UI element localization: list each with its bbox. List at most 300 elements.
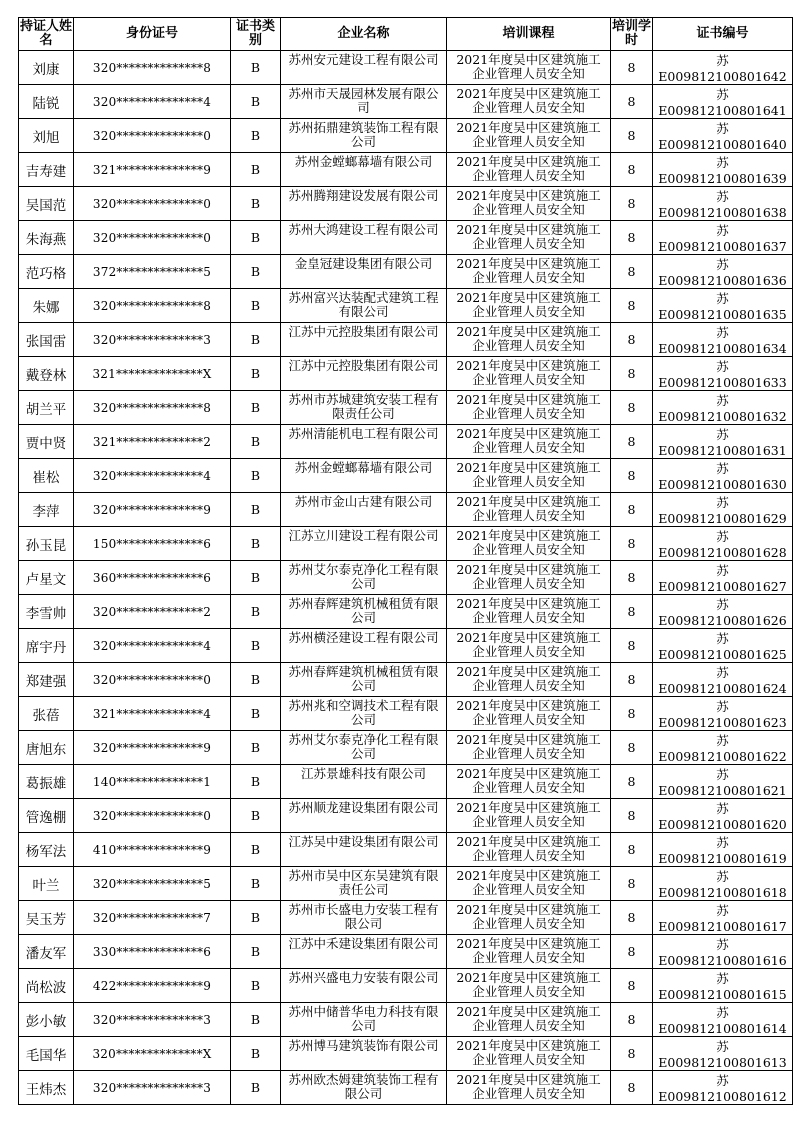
cell-cert-number: 苏E009812100801619 [653, 833, 793, 867]
cell-course [447, 629, 611, 663]
cell-company [281, 221, 447, 255]
cell-hours: 8 [611, 51, 653, 85]
cell-id-number: 320**************4 [74, 459, 231, 493]
cell-hours: 8 [611, 323, 653, 357]
cell-id-number: 320**************2 [74, 595, 231, 629]
cell-company [281, 935, 447, 969]
cell-course [447, 935, 611, 969]
header-hours: 培训学时 [611, 18, 653, 51]
cell-name: 戴登林 [19, 357, 74, 391]
cell-course [447, 663, 611, 697]
cell-hours: 8 [611, 595, 653, 629]
table-row [19, 119, 793, 153]
cell-cert-number: 苏E009812100801622 [653, 731, 793, 765]
cell-cert-type: B [231, 595, 281, 629]
cell-name: 陆锐 [19, 85, 74, 119]
cell-company-text: 江苏吴中建设集团有限公司 [288, 834, 439, 849]
cell-cert-number: 苏E009812100801615 [653, 969, 793, 1003]
header-cert: 证书编号 [653, 18, 793, 51]
cell-cert-type: B [231, 663, 281, 697]
cell-cert-number: 苏E009812100801633 [653, 357, 793, 391]
cell-company-text: 江苏中元控股集团有限公司 [288, 358, 439, 373]
cell-company [281, 799, 447, 833]
cell-name: 孙玉昆 [19, 527, 74, 561]
cell-cert-type: B [231, 221, 281, 255]
cell-name: 杨军法 [19, 833, 74, 867]
cell-cert-type: B [231, 1037, 281, 1071]
cell-id-number: 422**************9 [74, 969, 231, 1003]
cell-company-text: 苏州市金山古建有限公司 [294, 494, 433, 509]
cell-cert-number: 苏E009812100801628 [653, 527, 793, 561]
cell-course-text: 2021年度吴中区建筑施工企业管理人员安全知 [456, 222, 601, 251]
table-row [19, 1003, 793, 1037]
cell-cert-number: 苏E009812100801629 [653, 493, 793, 527]
table-row [19, 799, 793, 833]
cell-hours: 8 [611, 629, 653, 663]
cell-cert-number: 苏E009812100801637 [653, 221, 793, 255]
table-row [19, 493, 793, 527]
cell-name: 崔松 [19, 459, 74, 493]
cell-course-text: 2021年度吴中区建筑施工企业管理人员安全知 [456, 460, 601, 489]
cell-company-text: 江苏景雄科技有限公司 [300, 766, 426, 781]
cell-cert-number: 苏E009812100801620 [653, 799, 793, 833]
cell-name: 胡兰平 [19, 391, 74, 425]
header-name: 持证人姓名 [19, 18, 74, 51]
table-row [19, 255, 793, 289]
cell-hours: 8 [611, 391, 653, 425]
cell-name: 王炜杰 [19, 1071, 74, 1105]
cell-hours: 8 [611, 119, 653, 153]
cell-id-number: 320**************0 [74, 187, 231, 221]
cell-name: 张国雷 [19, 323, 74, 357]
cell-course [447, 765, 611, 799]
cell-cert-number: 苏E009812100801624 [653, 663, 793, 697]
cell-course-text: 2021年度吴中区建筑施工企业管理人员安全知 [456, 52, 601, 81]
cell-cert-type: B [231, 119, 281, 153]
cell-hours: 8 [611, 731, 653, 765]
cell-cert-type: B [231, 561, 281, 595]
cell-course-text: 2021年度吴中区建筑施工企业管理人员安全知 [456, 324, 601, 353]
cell-course [447, 459, 611, 493]
cell-course-text: 2021年度吴中区建筑施工企业管理人员安全知 [456, 562, 601, 591]
cell-company-text: 苏州市长盛电力安装工程有限公司 [288, 902, 439, 931]
cell-id-number: 320**************3 [74, 1003, 231, 1037]
cell-hours: 8 [611, 357, 653, 391]
cell-hours: 8 [611, 1003, 653, 1037]
table-row [19, 561, 793, 595]
table-row [19, 527, 793, 561]
cell-cert-type: B [231, 527, 281, 561]
cell-hours: 8 [611, 85, 653, 119]
cell-cert-number: 苏E009812100801613 [653, 1037, 793, 1071]
cell-course-text: 2021年度吴中区建筑施工企业管理人员安全知 [456, 800, 601, 829]
cell-id-number: 320**************3 [74, 1071, 231, 1105]
cell-id-number: 320**************9 [74, 731, 231, 765]
cell-hours: 8 [611, 663, 653, 697]
cell-course-text: 2021年度吴中区建筑施工企业管理人员安全知 [456, 528, 601, 557]
cell-hours: 8 [611, 765, 653, 799]
cell-cert-number: 苏E009812100801641 [653, 85, 793, 119]
cell-course [447, 357, 611, 391]
cell-company [281, 119, 447, 153]
cell-company-text: 苏州腾翔建设发展有限公司 [288, 188, 439, 203]
cell-company-text: 苏州市吴中区东吴建筑有限责任公司 [288, 868, 439, 897]
cell-name: 尚松波 [19, 969, 74, 1003]
cell-course-text: 2021年度吴中区建筑施工企业管理人员安全知 [456, 358, 601, 387]
cell-course [447, 391, 611, 425]
table-row [19, 697, 793, 731]
cell-course [447, 697, 611, 731]
cell-cert-type: B [231, 289, 281, 323]
cell-course [447, 221, 611, 255]
cell-cert-number: 苏E009812100801635 [653, 289, 793, 323]
table-row [19, 153, 793, 187]
cell-name: 卢星文 [19, 561, 74, 595]
table-row [19, 765, 793, 799]
table-row [19, 51, 793, 85]
cell-company [281, 1037, 447, 1071]
certificate-table [18, 17, 793, 1105]
cell-hours: 8 [611, 425, 653, 459]
cell-course-text: 2021年度吴中区建筑施工企业管理人员安全知 [456, 154, 601, 183]
table-row [19, 629, 793, 663]
cell-company [281, 187, 447, 221]
cell-course [447, 799, 611, 833]
cell-course [447, 1037, 611, 1071]
cell-cert-number: 苏E009812100801640 [653, 119, 793, 153]
cell-course [447, 1003, 611, 1037]
cell-course-text: 2021年度吴中区建筑施工企业管理人员安全知 [456, 936, 601, 965]
cell-company-text: 苏州博马建筑装饰有限公司 [288, 1038, 439, 1053]
cell-company [281, 867, 447, 901]
cell-course [447, 85, 611, 119]
cell-company-text: 苏州艾尔泰克净化工程有限公司 [288, 732, 439, 761]
header-id: 身份证号 [74, 18, 231, 51]
cell-name: 席宇丹 [19, 629, 74, 663]
cell-id-number: 320**************9 [74, 493, 231, 527]
table-row [19, 833, 793, 867]
cell-company [281, 255, 447, 289]
cell-hours: 8 [611, 221, 653, 255]
cell-cert-type: B [231, 425, 281, 459]
table-row [19, 391, 793, 425]
cell-course-text: 2021年度吴中区建筑施工企业管理人员安全知 [456, 120, 601, 149]
cell-id-number: 360**************6 [74, 561, 231, 595]
cell-course [447, 901, 611, 935]
header-type: 证书类别 [231, 18, 281, 51]
cell-company-text: 江苏中禾建设集团有限公司 [288, 936, 439, 951]
cell-cert-type: B [231, 255, 281, 289]
header-row [19, 18, 793, 51]
cell-cert-type: B [231, 969, 281, 1003]
cell-course-text: 2021年度吴中区建筑施工企业管理人员安全知 [456, 1004, 601, 1033]
cell-cert-number: 苏E009812100801634 [653, 323, 793, 357]
cell-cert-type: B [231, 901, 281, 935]
table-row [19, 1037, 793, 1071]
cell-company-text: 苏州顺龙建设集团有限公司 [288, 800, 439, 815]
cell-hours: 8 [611, 493, 653, 527]
cell-name: 刘旭 [19, 119, 74, 153]
cell-company [281, 765, 447, 799]
header-course: 培训课程 [447, 18, 611, 51]
cell-course-text: 2021年度吴中区建筑施工企业管理人员安全知 [456, 630, 601, 659]
cell-id-number: 320**************X [74, 1037, 231, 1071]
cell-name: 彭小敏 [19, 1003, 74, 1037]
table-row [19, 289, 793, 323]
cell-cert-type: B [231, 833, 281, 867]
cell-cert-number: 苏E009812100801617 [653, 901, 793, 935]
cell-cert-type: B [231, 731, 281, 765]
cell-course [447, 119, 611, 153]
cell-company [281, 969, 447, 1003]
cell-hours: 8 [611, 799, 653, 833]
table-row [19, 935, 793, 969]
cell-name: 贾中贤 [19, 425, 74, 459]
cell-cert-type: B [231, 1071, 281, 1105]
cell-company-text: 苏州大鸿建设工程有限公司 [288, 222, 439, 237]
cell-name: 管逸棚 [19, 799, 74, 833]
cell-name: 葛振雄 [19, 765, 74, 799]
cell-course-text: 2021年度吴中区建筑施工企业管理人员安全知 [456, 970, 601, 999]
cell-course-text: 2021年度吴中区建筑施工企业管理人员安全知 [456, 188, 601, 217]
cell-cert-type: B [231, 493, 281, 527]
cell-course [447, 833, 611, 867]
cell-hours: 8 [611, 561, 653, 595]
header-company: 企业名称 [281, 18, 447, 51]
cell-company [281, 425, 447, 459]
cell-company-text: 苏州春辉建筑机械租赁有限公司 [288, 596, 439, 625]
cell-company-text: 江苏中元控股集团有限公司 [288, 324, 439, 339]
cell-cert-number: 苏E009812100801639 [653, 153, 793, 187]
cell-name: 刘康 [19, 51, 74, 85]
cell-cert-number: 苏E009812100801627 [653, 561, 793, 595]
cell-company [281, 51, 447, 85]
cell-id-number: 320**************8 [74, 289, 231, 323]
cell-name: 李雪帅 [19, 595, 74, 629]
cell-cert-type: B [231, 153, 281, 187]
cell-cert-type: B [231, 357, 281, 391]
cell-cert-number: 苏E009812100801636 [653, 255, 793, 289]
cell-course-text: 2021年度吴中区建筑施工企业管理人员安全知 [456, 1072, 601, 1101]
cell-cert-number: 苏E009812100801638 [653, 187, 793, 221]
cell-hours: 8 [611, 1037, 653, 1071]
cell-id-number: 150**************6 [74, 527, 231, 561]
cell-company-text: 苏州春辉建筑机械租赁有限公司 [288, 664, 439, 693]
cell-cert-number: 苏E009812100801623 [653, 697, 793, 731]
cell-hours: 8 [611, 527, 653, 561]
table-row [19, 969, 793, 1003]
cell-course-text: 2021年度吴中区建筑施工企业管理人员安全知 [456, 834, 601, 863]
cell-course-text: 2021年度吴中区建筑施工企业管理人员安全知 [456, 868, 601, 897]
cell-course [447, 969, 611, 1003]
cell-course [447, 867, 611, 901]
cell-cert-number: 苏E009812100801614 [653, 1003, 793, 1037]
table-row [19, 595, 793, 629]
cell-cert-type: B [231, 1003, 281, 1037]
cell-cert-number: 苏E009812100801621 [653, 765, 793, 799]
cell-company [281, 289, 447, 323]
cell-company [281, 1071, 447, 1105]
cell-course [447, 255, 611, 289]
cell-course-text: 2021年度吴中区建筑施工企业管理人员安全知 [456, 902, 601, 931]
cell-company-text: 苏州横泾建设工程有限公司 [288, 630, 439, 645]
cell-cert-type: B [231, 765, 281, 799]
cell-cert-type: B [231, 935, 281, 969]
cell-name: 朱娜 [19, 289, 74, 323]
cell-cert-number: 苏E009812100801618 [653, 867, 793, 901]
cell-company [281, 731, 447, 765]
cell-course [447, 595, 611, 629]
table-row [19, 221, 793, 255]
cell-id-number: 320**************7 [74, 901, 231, 935]
cell-company [281, 153, 447, 187]
table-row [19, 1071, 793, 1105]
cell-company [281, 85, 447, 119]
cell-course-text: 2021年度吴中区建筑施工企业管理人员安全知 [456, 664, 601, 693]
cell-name: 潘友军 [19, 935, 74, 969]
cell-course [447, 323, 611, 357]
table-row [19, 731, 793, 765]
cell-company [281, 323, 447, 357]
cell-id-number: 320**************8 [74, 391, 231, 425]
cell-company [281, 833, 447, 867]
cell-hours: 8 [611, 833, 653, 867]
cell-company [281, 595, 447, 629]
cell-id-number: 372**************5 [74, 255, 231, 289]
cell-hours: 8 [611, 187, 653, 221]
cell-company-text: 苏州安元建设工程有限公司 [288, 52, 439, 67]
cell-company [281, 697, 447, 731]
cell-course-text: 2021年度吴中区建筑施工企业管理人员安全知 [456, 766, 601, 795]
cell-cert-number: 苏E009812100801625 [653, 629, 793, 663]
cell-company-text: 苏州拓鼎建筑装饰工程有限公司 [288, 120, 439, 149]
cell-company [281, 561, 447, 595]
table-row [19, 867, 793, 901]
cell-course-text: 2021年度吴中区建筑施工企业管理人员安全知 [456, 86, 601, 115]
table-row [19, 901, 793, 935]
cell-name: 郑建强 [19, 663, 74, 697]
cell-name: 李萍 [19, 493, 74, 527]
cell-cert-type: B [231, 187, 281, 221]
cell-id-number: 320**************8 [74, 51, 231, 85]
cell-course-text: 2021年度吴中区建筑施工企业管理人员安全知 [456, 1038, 601, 1067]
table-row [19, 459, 793, 493]
cell-company [281, 527, 447, 561]
cell-company-text: 苏州欧杰姆建筑装饰工程有限公司 [288, 1072, 439, 1101]
cell-id-number: 320**************5 [74, 867, 231, 901]
cell-course-text: 2021年度吴中区建筑施工企业管理人员安全知 [456, 698, 601, 727]
cell-company [281, 901, 447, 935]
cell-company [281, 357, 447, 391]
table-row [19, 663, 793, 697]
cell-id-number: 320**************0 [74, 663, 231, 697]
cell-hours: 8 [611, 153, 653, 187]
cell-company-text: 苏州清能机电工程有限公司 [288, 426, 439, 441]
cell-id-number: 320**************0 [74, 221, 231, 255]
cell-id-number: 330**************6 [74, 935, 231, 969]
cell-company-text: 江苏立川建设工程有限公司 [288, 528, 439, 543]
cell-hours: 8 [611, 459, 653, 493]
cell-company-text: 苏州中储普华电力科技有限公司 [288, 1004, 439, 1033]
cell-course-text: 2021年度吴中区建筑施工企业管理人员安全知 [456, 290, 601, 319]
cell-course-text: 2021年度吴中区建筑施工企业管理人员安全知 [456, 426, 601, 455]
cell-name: 朱海燕 [19, 221, 74, 255]
cell-company-text: 苏州富兴达装配式建筑工程有限公司 [288, 290, 439, 319]
cell-name: 范巧格 [19, 255, 74, 289]
cell-cert-number: 苏E009812100801616 [653, 935, 793, 969]
cell-hours: 8 [611, 935, 653, 969]
cell-id-number: 321**************2 [74, 425, 231, 459]
table-row [19, 425, 793, 459]
cell-course-text: 2021年度吴中区建筑施工企业管理人员安全知 [456, 392, 601, 421]
cell-id-number: 320**************3 [74, 323, 231, 357]
cell-hours: 8 [611, 255, 653, 289]
cell-company-text: 苏州市苏城建筑安装工程有限责任公司 [288, 392, 439, 421]
cell-id-number: 140**************1 [74, 765, 231, 799]
cell-company-text: 金皇冠建设集团有限公司 [294, 256, 433, 271]
cell-name: 吴玉芳 [19, 901, 74, 935]
cell-course-text: 2021年度吴中区建筑施工企业管理人员安全知 [456, 494, 601, 523]
cell-cert-type: B [231, 459, 281, 493]
cell-company [281, 459, 447, 493]
cell-cert-type: B [231, 323, 281, 357]
table-row [19, 85, 793, 119]
cell-hours: 8 [611, 1071, 653, 1105]
cell-cert-number: 苏E009812100801626 [653, 595, 793, 629]
cell-cert-number: 苏E009812100801631 [653, 425, 793, 459]
cell-course [447, 731, 611, 765]
cell-company [281, 391, 447, 425]
table-row [19, 357, 793, 391]
cell-company-text: 苏州市天晟园林发展有限公司 [288, 86, 439, 115]
table-row [19, 187, 793, 221]
cell-name: 叶兰 [19, 867, 74, 901]
cell-company [281, 663, 447, 697]
cell-cert-type: B [231, 697, 281, 731]
cell-cert-number: 苏E009812100801632 [653, 391, 793, 425]
cell-id-number: 410**************9 [74, 833, 231, 867]
cell-course [447, 425, 611, 459]
cell-course-text: 2021年度吴中区建筑施工企业管理人员安全知 [456, 596, 601, 625]
cell-hours: 8 [611, 289, 653, 323]
cell-course [447, 289, 611, 323]
cell-course [447, 527, 611, 561]
cell-company-text: 苏州艾尔泰克净化工程有限公司 [288, 562, 439, 591]
cell-cert-type: B [231, 799, 281, 833]
cell-course-text: 2021年度吴中区建筑施工企业管理人员安全知 [456, 256, 601, 285]
cell-course [447, 51, 611, 85]
cell-company-text: 苏州金螳螂幕墙有限公司 [294, 460, 433, 475]
cell-name: 毛国华 [19, 1037, 74, 1071]
cell-course-text: 2021年度吴中区建筑施工企业管理人员安全知 [456, 732, 601, 761]
cell-cert-type: B [231, 867, 281, 901]
cell-hours: 8 [611, 969, 653, 1003]
cell-cert-number: 苏E009812100801642 [653, 51, 793, 85]
cell-cert-number: 苏E009812100801612 [653, 1071, 793, 1105]
cell-id-number: 321**************4 [74, 697, 231, 731]
cell-id-number: 321**************9 [74, 153, 231, 187]
cell-name: 吉寿建 [19, 153, 74, 187]
cell-course [447, 153, 611, 187]
cell-company-text: 苏州兴盛电力安装有限公司 [288, 970, 439, 985]
cell-company-text: 苏州金螳螂幕墙有限公司 [294, 154, 433, 169]
cell-id-number: 320**************0 [74, 119, 231, 153]
cell-hours: 8 [611, 697, 653, 731]
cell-name: 张蓓 [19, 697, 74, 731]
cell-course [447, 1071, 611, 1105]
cell-cert-number: 苏E009812100801630 [653, 459, 793, 493]
cell-cert-type: B [231, 51, 281, 85]
